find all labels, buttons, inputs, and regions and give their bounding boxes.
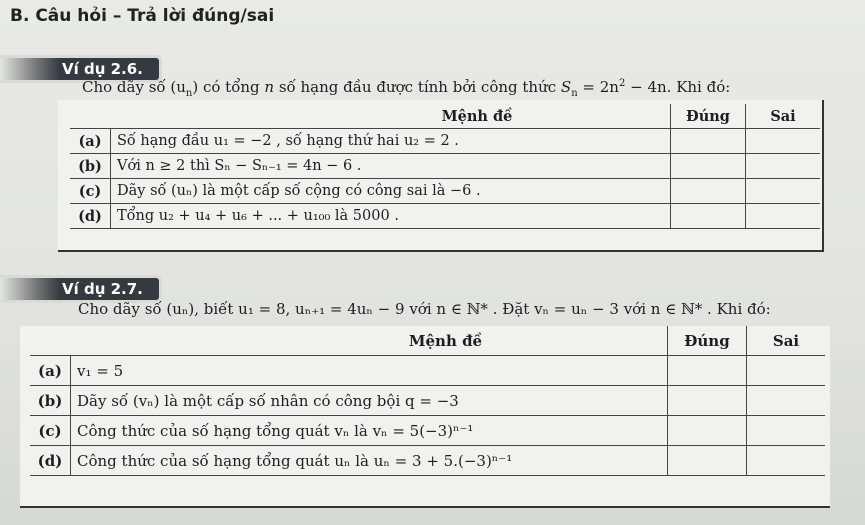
true-checkbox[interactable] — [671, 154, 746, 179]
false-checkbox[interactable] — [747, 446, 826, 476]
intro-mid2: số hạng đầu được tính bởi công thức — [274, 78, 561, 96]
example-banner-label: Ví dụ 2.7. — [62, 280, 143, 298]
statement-table-2-7 — [30, 326, 825, 476]
row-label: (a) — [30, 356, 71, 386]
intro-text: Cho dãy số — [82, 78, 171, 96]
row-label: (d) — [30, 446, 71, 476]
row-label: (b) — [30, 386, 71, 416]
intro-formula-end: − 4n — [625, 78, 667, 96]
row-label: (c) — [30, 416, 71, 446]
table-header-row — [70, 104, 820, 129]
row-label: (c) — [70, 179, 111, 204]
header-true: Đúng — [671, 104, 746, 129]
row-statement: Tổng u₂ + u₄ + u₆ + ... + u₁₀₀ là 5000 . — [111, 204, 671, 229]
true-checkbox[interactable] — [671, 179, 746, 204]
header-true: Đúng — [668, 326, 747, 356]
header-false: Sai — [746, 104, 821, 129]
intro-formula-rest: = 2n — [577, 78, 619, 96]
table-row — [70, 129, 820, 154]
row-statement: Số hạng đầu u₁ = −2 , số hạng thứ hai u₂ = 2 . — [111, 129, 671, 154]
intro-seq-sub: n — [185, 88, 193, 99]
example-banner-label: Ví dụ 2.6. — [62, 60, 143, 78]
intro-after: . Khi đó: — [666, 78, 731, 96]
example-2-7-intro: Cho dãy số (uₙ), biết u₁ = 8, uₙ₊₁ = 4uₙ − 9 với n ∈ ℕ* . Đặt vₙ = uₙ − 3 với n ∈ ℕ* . Khi đó: — [78, 300, 771, 318]
row-label: (a) — [70, 129, 111, 154]
row-statement: Công thức của số hạng tổng quát vₙ là vₙ = 5(−3)ⁿ⁻¹ — [71, 416, 668, 446]
table-row — [70, 179, 820, 204]
false-checkbox[interactable] — [747, 356, 826, 386]
row-statement: Công thức của số hạng tổng quát uₙ là uₙ = 3 + 5.(−3)ⁿ⁻¹ — [71, 446, 668, 476]
row-label: (d) — [70, 204, 111, 229]
false-checkbox[interactable] — [747, 416, 826, 446]
table-row — [30, 386, 825, 416]
intro-mid: có tổng — [198, 78, 265, 96]
header-statement: Mệnh đề — [30, 326, 668, 356]
example-banner-2-6 — [0, 58, 159, 80]
true-checkbox[interactable] — [671, 129, 746, 154]
true-checkbox[interactable] — [668, 386, 747, 416]
example-banner-2-7 — [0, 278, 159, 300]
intro-seq: (u — [170, 78, 186, 96]
intro-formula: S — [560, 78, 572, 96]
section-title: B. Câu hỏi – Trả lời đúng/sai — [10, 6, 275, 26]
table-row — [70, 204, 820, 229]
true-checkbox[interactable] — [668, 416, 747, 446]
row-statement: Dãy số (uₙ) là một cấp số cộng có công sai là −6 . — [111, 179, 671, 204]
false-checkbox[interactable] — [746, 154, 821, 179]
true-checkbox[interactable] — [668, 446, 747, 476]
header-false: Sai — [747, 326, 826, 356]
intro-formula-sup: 2 — [618, 78, 626, 89]
intro-seq-close: ) — [192, 78, 199, 96]
row-statement: Dãy số (vₙ) là một cấp số nhân có công bội q = −3 — [71, 386, 668, 416]
false-checkbox[interactable] — [747, 386, 826, 416]
table-row — [30, 416, 825, 446]
row-label: (b) — [70, 154, 111, 179]
statement-table-2-6 — [70, 104, 820, 229]
intro-formula-sub: n — [571, 88, 578, 99]
table-row — [70, 154, 820, 179]
table-row — [30, 446, 825, 476]
false-checkbox[interactable] — [746, 129, 821, 154]
row-statement: v₁ = 5 — [71, 356, 668, 386]
false-checkbox[interactable] — [746, 204, 821, 229]
example-2-6-intro — [82, 78, 730, 99]
row-statement: Với n ≥ 2 thì Sₙ − Sₙ₋₁ = 4n − 6 . — [111, 154, 671, 179]
false-checkbox[interactable] — [746, 179, 821, 204]
true-checkbox[interactable] — [668, 356, 747, 386]
intro-n: n — [264, 78, 275, 96]
table-row — [30, 356, 825, 386]
table-header-row — [30, 326, 825, 356]
header-statement: Mệnh đề — [70, 104, 671, 129]
true-checkbox[interactable] — [671, 204, 746, 229]
